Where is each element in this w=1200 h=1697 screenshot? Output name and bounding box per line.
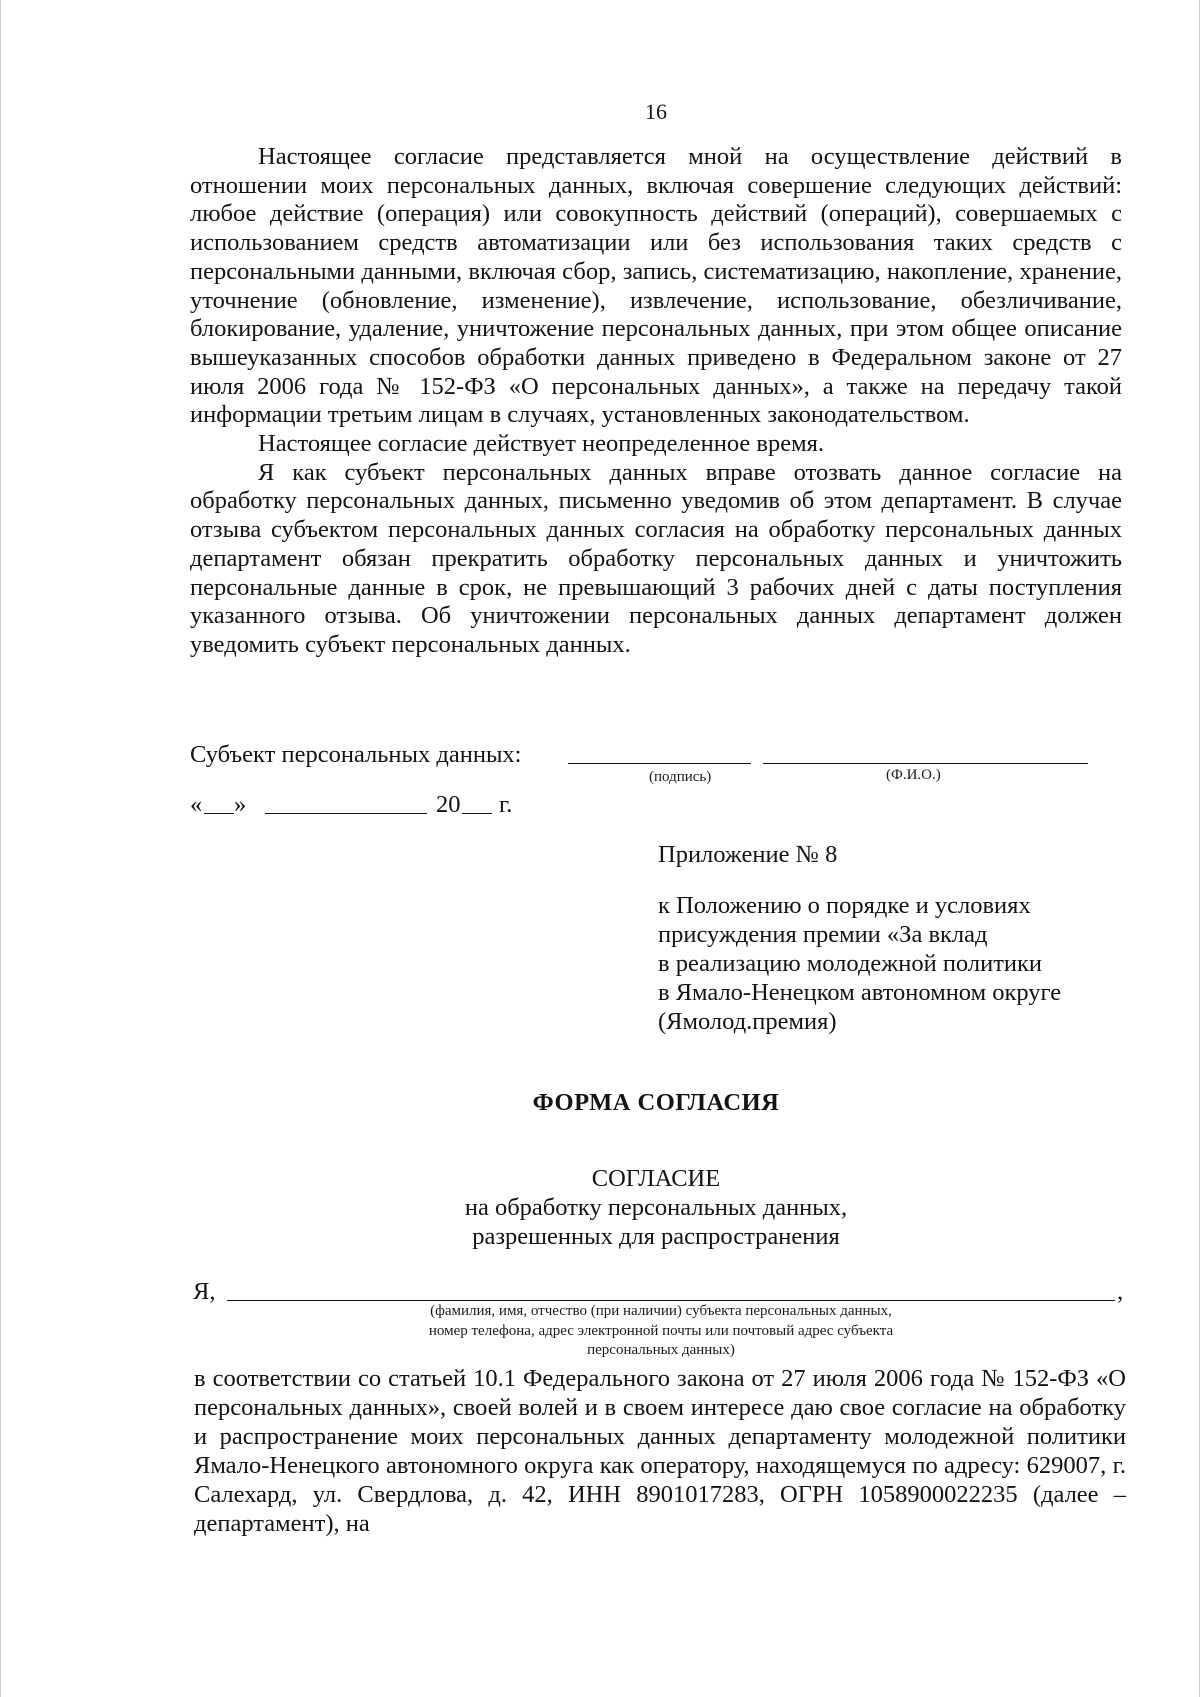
date-open-quote: «: [190, 791, 203, 818]
date-close-quote: »: [234, 791, 247, 818]
consent-title: СОГЛАСИЕ: [591, 1165, 721, 1192]
annex-reference-line: к Положению о порядке и условиях: [658, 892, 1031, 919]
signature-caption: (подпись): [649, 769, 712, 785]
annex-reference: [658, 891, 1138, 1036]
consent-heading: [1, 1164, 1200, 1251]
caption-line: персональных данных): [587, 1342, 735, 1358]
year-suffix: г.: [499, 791, 513, 818]
paragraph-basis: в соответствии со статьей 10.1 Федерального закона от 27 июля 2006 года № 152-ФЗ «О персональных данных», своей волей и в своем интересе даю свое согласие на обработку и распространение моих персональных данных департаменту молодежной политики Ямало-Ненецкого автономного округа как оператору, находящемуся по адресу: 629007, г. Салехард, ул. Свердлова, д. 42, ИНН 8901017283, ОГРН 1058900022235 (далее – департамент), на: [194, 1365, 1126, 1537]
ya-prefix: Я,: [193, 1278, 216, 1305]
caption-line: номер телефона, адрес электронной почты или почтовый адрес субъекта: [428, 1322, 894, 1339]
name-caption: (Ф.И.О.): [886, 767, 941, 783]
date-line: [190, 791, 590, 823]
year-prefix: 20: [436, 791, 461, 818]
caption-line: (фамилия, имя, отчество (при наличии) субъекта персональных данных,: [430, 1303, 892, 1319]
day-field-line: [204, 813, 234, 814]
year-field-line: [462, 813, 492, 814]
subject-identity-field-line: [227, 1300, 1115, 1301]
paragraph-withdrawal: Я как субъект персональных данных вправе отозвать данное согласие на обработку персональных данных, письменно уведомив об этом департамент. В случае отзыва субъектом персональных данных согласия на обработку персональных данных департамент обязан прекратить обработку персональных данных и уничтожить персональные данные в срок, не превышающий 3 рабочих дней с даты поступления указанного отзыва. Об уничтожении персональных данных департамент должен уведомить субъект персональных данных.: [190, 458, 1122, 658]
subject-identity-caption: [301, 1302, 1021, 1361]
month-field-line: [265, 813, 427, 814]
form-title: ФОРМА СОГЛАСИЯ: [532, 1089, 780, 1116]
ya-suffix: ,: [1117, 1278, 1124, 1305]
annex-reference-line: присуждения премии «За вклад: [658, 921, 988, 948]
page-number: 16: [645, 99, 667, 124]
signature-label: Субъект персональных данных:: [190, 741, 522, 768]
annex-block: [658, 840, 1138, 1036]
annex-reference-line: в реализацию молодежной политики: [658, 950, 1043, 977]
consent-subtitle-line: на обработку персональных данных,: [464, 1194, 848, 1221]
consent-terms-text: [190, 143, 1122, 660]
paragraph-duration: Настоящее согласие действует неопределенное время.: [258, 430, 824, 458]
annex-reference-line: в Ямало-Ненецком автономном округе: [658, 979, 1062, 1006]
consent-subtitle-line: разрешенных для распространения: [472, 1223, 840, 1250]
annex-reference-line: (Ямолод.премия): [658, 1008, 837, 1035]
paragraph-actions: Настоящее согласие представляется мной на осуществление действий в отношении моих персональных данных, включая совершение следующих действий: любое действие (операция) или совокупность действий (операций), совершаемых с использованием средств автоматизации или без использования таких средств с персональными данными, включая сбор, запись, систематизацию, накопление, хранение, уточнение (обновление, изменение), извлечение, использование, обезличивание, блокирование, удаление, уничтожение персональных данных, при этом общее описание вышеуказанных способов обработки данных приведено в Федеральном законе от 27 июля 2006 года № 152-ФЗ «О персональных данных», а также на передачу такой информации третьим лицам в случаях, установленных законодательством.: [190, 143, 1122, 429]
consent-basis-text: [194, 1364, 1126, 1538]
name-field-line: [763, 763, 1088, 764]
annex-number: Приложение № 8: [658, 841, 838, 868]
signature-field-line: [568, 763, 751, 764]
